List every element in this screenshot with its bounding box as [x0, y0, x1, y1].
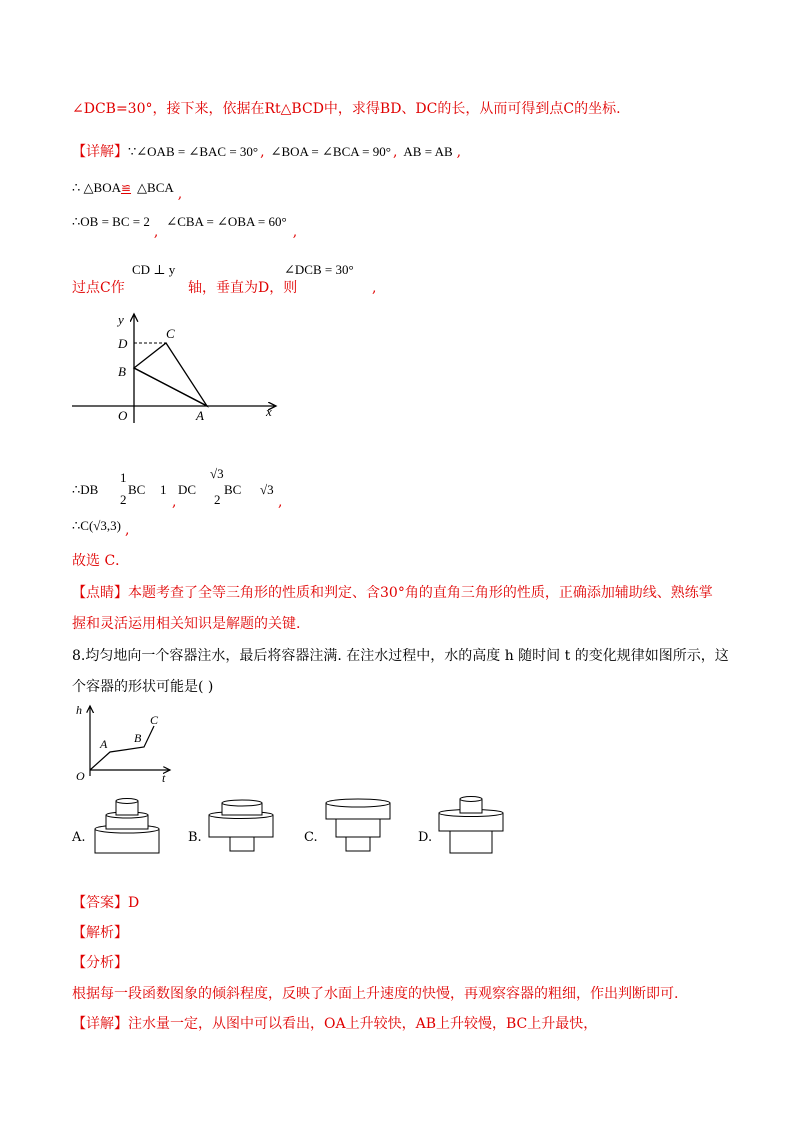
text-line-2 [72, 141, 461, 161]
label-a2: A [100, 737, 108, 751]
frac-num-1: 1 [120, 470, 127, 485]
math-congruent-a: ∴ △BOA [72, 180, 121, 195]
text-line-6 [72, 466, 372, 510]
detail-tag: 【详解】 [72, 144, 128, 160]
math-bc: BC [128, 482, 146, 497]
text-line-9 [72, 582, 713, 602]
answer-choice-c: 故选 C． [72, 553, 130, 569]
math-db: ∴DB [72, 482, 99, 497]
water-height-graph [66, 700, 176, 784]
detail-2-line: 【详解】注水量一定，从图中可以看出，OA上升较快，AB上升较慢，BC上升最快， [72, 1016, 598, 1032]
math-right-angle: ∠BOA = ∠BCA = 90° [270, 144, 391, 159]
answer-line: 【答案】D [72, 895, 140, 911]
container-option-a[interactable] [92, 795, 162, 859]
math-angle-dcb: ∠DCB = 30° [284, 262, 354, 277]
math-sqrt3: √3 [260, 482, 274, 497]
comma: , [372, 280, 377, 296]
label-b2: B [134, 731, 142, 745]
comma: , [292, 224, 298, 240]
frac-den-2b: 2 [214, 492, 221, 507]
frac-num-sqrt3: √3 [210, 466, 224, 481]
option-c-label[interactable]: C. [304, 830, 318, 845]
comma: , [278, 494, 283, 510]
container-option-d[interactable] [436, 795, 506, 859]
fenxi-text: 根据每一段函数图象的倾斜程度，反映了水面上升速度的快慢，再观察容器的粗细，作出判断即可. [72, 986, 679, 1002]
text-line-3 [72, 180, 183, 202]
frac-den-2: 2 [120, 492, 127, 507]
label-a: A [196, 408, 204, 423]
label-h: h [76, 703, 82, 717]
math-bc-2: BC [224, 482, 242, 497]
comma: , [456, 144, 462, 160]
text-line-5-b: 轴，垂直为D，则 [188, 280, 298, 296]
text-line-5-a: 过点C作 [72, 280, 125, 296]
triangle-bca [134, 343, 207, 406]
analysis-tag: 【解析】 [72, 925, 128, 941]
comma: , [260, 144, 265, 160]
math-one: 1 [160, 482, 167, 497]
math-c-coord: ∴C(√3,3) [72, 518, 121, 533]
math-congruent-b: △BCA [137, 180, 174, 195]
geometry-figure [66, 308, 286, 428]
math-ob-bc: ∴OB = BC = 2 [72, 214, 150, 229]
math-dc: DC [178, 482, 197, 497]
math-cd-perp: CD ⊥ y [132, 262, 176, 277]
comma: , [392, 144, 398, 160]
label-y: y [118, 312, 124, 327]
option-b-label[interactable]: B. [188, 830, 202, 845]
container-option-b[interactable] [206, 795, 276, 859]
dianjing-text: 本题考查了全等三角形的性质和判定、含30°角的直角三角形的性质，正确添加辅助线、熟练掌 [128, 585, 713, 601]
label-o2: O [76, 769, 85, 783]
option-a-label[interactable]: A. [72, 830, 86, 845]
dianjing-tag: 【点睛】 [72, 585, 128, 601]
label-c2: C [150, 713, 159, 727]
fenxi-tag: 【分析】 [72, 955, 128, 971]
segment-ba [134, 368, 207, 406]
label-d: D [118, 336, 128, 351]
math-angle-equal: ∵∠OAB = ∠BAC = 30° [128, 144, 259, 159]
text-line-10: 握和灵活运用相关知识是解题的关键. [72, 616, 301, 632]
option-d-label[interactable]: D. [418, 830, 433, 845]
question-8-line-2: 个容器的形状可能是( ) [72, 679, 214, 695]
math-ab-ab: AB = AB [403, 144, 453, 159]
label-c: C [166, 326, 175, 341]
text-line-1: ∠DCB=30°，接下来，依据在Rt△BCD中，求得BD、DC的长，从而可得到点C的坐标. [72, 101, 621, 117]
container-option-c[interactable] [322, 795, 396, 859]
question-8-line-1: 8.均匀地向一个容器注水，最后将容器注满. 在注水过程中，水的高度 h 随时间 t 的变化规律如图所示，这 [72, 648, 729, 664]
comma: , [153, 224, 159, 240]
text-line-7 [72, 518, 130, 538]
comma: , [125, 522, 130, 538]
congruent-symbol: ≌ [120, 181, 132, 195]
label-t: t [162, 771, 166, 784]
label-x: x [266, 404, 272, 419]
label-o: O [118, 408, 128, 423]
math-angle-60: ∠CBA = ∠OBA = 60° [166, 214, 287, 229]
comma: , [172, 494, 177, 510]
label-b: B [118, 364, 126, 379]
comma: , [177, 186, 183, 202]
text-line-4 [72, 214, 298, 240]
